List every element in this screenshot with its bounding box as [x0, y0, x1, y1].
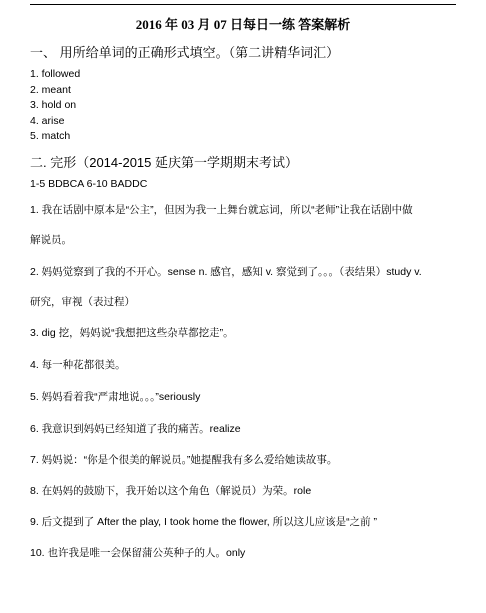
explanation-line: 4. 每一种花都很美。 — [30, 359, 126, 371]
explanation-line: 8. 在妈妈的鼓励下，我开始以这个角色（解说员）为荣。role — [30, 485, 312, 497]
section-1-item: 5. match — [30, 130, 71, 142]
explanation-line: 7. 妈妈说：“你是个很美的解说员。”她提醒我有多么爱给她读故事。 — [30, 454, 338, 466]
explanation-line: 10. 也许我是唯一会保留蒲公英种子的人。only — [30, 547, 246, 559]
explanation-line: 1. 我在话剧中原本是“公主”，但因为我一上舞台就忘词，所以“老师”让我在话剧中做 — [30, 204, 413, 216]
section-1-heading: 一、 用所给单词的正确形式填空。（第二讲精华词汇） — [30, 45, 340, 60]
section-1-item: 2. meant — [30, 84, 71, 96]
explanation-line: 解说员。 — [30, 234, 72, 246]
answer-key: 1-5 BDBCA 6-10 BADDC — [30, 178, 148, 190]
explanation-line: 3. dig 挖，妈妈说“我想把这些杂草都挖走”。 — [30, 327, 234, 339]
header-rule — [30, 4, 456, 5]
section-1-item: 1. followed — [30, 68, 81, 80]
section-1-item: 4. arise — [30, 115, 65, 127]
explanation-line: 5. 妈妈看着我“严肃地说。。。”seriously — [30, 391, 201, 403]
explanation-line: 2. 妈妈觉察到了我的不开心。sense n. 感官，感知 v. 察觉到了。。。（表结果）study v. — [30, 266, 422, 278]
page-title: 2016 年 03 月 07 日每日一练 答案解析 — [135, 17, 351, 32]
explanation-line: 6. 我意识到妈妈已经知道了我的痛苦。realize — [30, 423, 241, 435]
explanation-line: 9. 后文提到了 After the play, I took home the flower, 所以这儿应该是“之前 ” — [30, 516, 377, 528]
explanation-line: 研究，审视（表过程） — [30, 296, 135, 308]
section-1-item: 3. hold on — [30, 99, 77, 111]
section-2-heading: 二. 完形（2014-2015 延庆第一学期期末考试） — [30, 155, 299, 170]
